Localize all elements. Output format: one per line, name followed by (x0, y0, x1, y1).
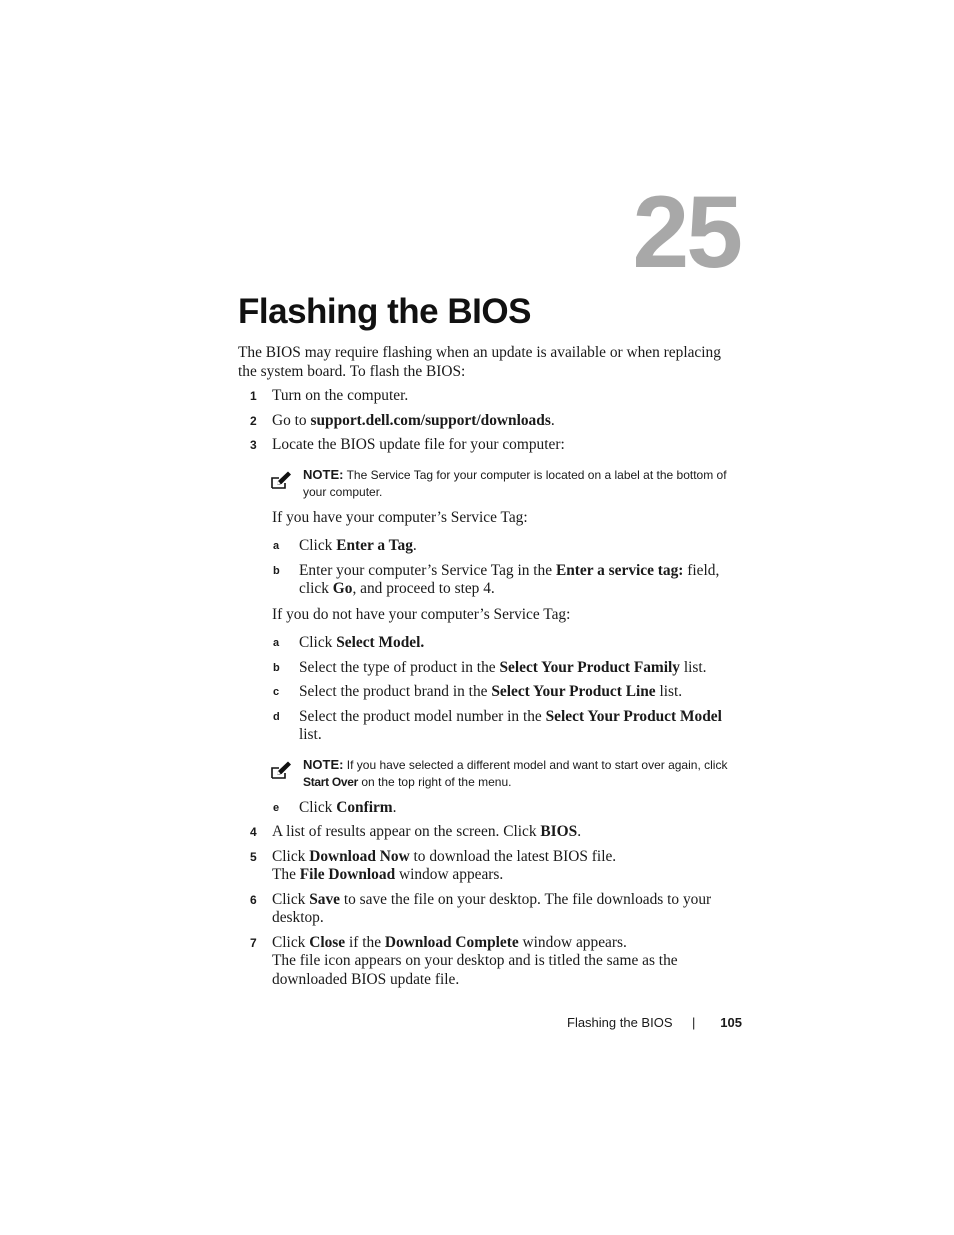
substep-text-end: list. (299, 726, 322, 743)
step-text-line2-end: window appears. (395, 866, 504, 883)
note-service-tag (270, 466, 738, 501)
substep-text: Select the type of product in the (299, 658, 500, 676)
step-number: 7 (250, 935, 257, 950)
step-number: 4 (250, 825, 257, 839)
pencil-note-icon (270, 470, 292, 492)
step-number: 3 (250, 438, 257, 452)
ui-term: Start Over (303, 774, 359, 789)
substep-text-mid: field, click (299, 561, 720, 597)
ui-term: Enter a Tag (336, 537, 413, 554)
without-tag-substeps (238, 634, 738, 745)
step-text-end: window appears. (518, 933, 627, 951)
step-number: 1 (250, 389, 257, 403)
chapter-number: 25 (632, 175, 740, 289)
step-4 (238, 823, 738, 842)
substep-text-end: list. (655, 683, 683, 700)
step-text-end: . (550, 411, 555, 429)
ui-term: BIOS (540, 823, 578, 840)
ui-term: Enter a service tag: (555, 561, 684, 579)
support-url: support.dell.com/support/downloads (310, 411, 551, 429)
ui-term: Download Now (309, 847, 410, 865)
ui-term: Go (332, 580, 353, 597)
page-title: Flashing the BIOS (238, 292, 531, 331)
step-text: Click (272, 847, 310, 865)
step-text: Locate the BIOS update file for your computer: (272, 436, 565, 453)
step-text: Click (272, 933, 310, 951)
step-number: 5 (250, 849, 257, 864)
note-label: NOTE: (303, 466, 344, 482)
substep-letter: a (273, 637, 280, 649)
ui-term: Select Your Product Line (491, 683, 656, 700)
note-label: NOTE: (303, 756, 344, 772)
note-text-end: on the top right of the menu. (358, 774, 512, 789)
substep-a (238, 634, 738, 653)
ui-term: Download Complete (384, 933, 519, 951)
substep-text: Click (299, 634, 337, 651)
page-footer (540, 1015, 742, 1035)
step-6 (238, 891, 738, 928)
note-text: If you have selected a different model and want to start over again, click (343, 757, 728, 772)
substep-text: Click (299, 537, 337, 554)
with-tag-substeps (238, 537, 738, 599)
substep-text-end: . (412, 537, 417, 554)
substep-a (238, 537, 738, 556)
content (238, 344, 738, 989)
step-text: A list of results appear on the screen. Click (272, 823, 541, 840)
with-tag-paragraph: If you have your computer’s Service Tag: (272, 508, 528, 526)
note-text: The Service Tag for your computer is located on a label at the bottom of your computer. (303, 467, 727, 499)
substep-text-end: list. (679, 658, 707, 676)
ui-term: Select Your Product Family (499, 658, 680, 676)
step-5 (238, 848, 738, 885)
pencil-note-icon (270, 760, 292, 782)
step-number: 2 (250, 413, 257, 428)
step-text-line2: The (272, 866, 300, 883)
step-text: Go to (272, 411, 311, 429)
step-3 (238, 436, 738, 455)
step-2 (238, 412, 738, 431)
ui-term: Save (309, 890, 340, 908)
ui-term: Confirm (336, 798, 393, 816)
substep-text: Select the product brand in the (299, 683, 492, 700)
substep-d (238, 708, 738, 745)
substep-letter: b (273, 564, 280, 577)
step-text-end: to download the latest BIOS file. (409, 847, 617, 865)
ui-term: File Download (299, 866, 396, 883)
substep-text-end: , and proceed to step 4. (352, 580, 495, 597)
substep-b (238, 562, 738, 599)
ui-term: Close (309, 933, 346, 951)
substep-text: Enter your computer’s Service Tag in the (299, 561, 556, 579)
substep-text: Select the product model number in the (299, 707, 546, 725)
substep-b (238, 659, 738, 678)
substep-e (238, 799, 738, 818)
step-text: Turn on the computer. (272, 387, 409, 404)
substep-letter: b (273, 661, 280, 674)
ui-term: Select Model. (336, 634, 425, 651)
step-text-end: . (577, 823, 582, 840)
footer-separator: | (692, 1015, 696, 1030)
step-text: Click (272, 890, 310, 908)
substep-letter: c (273, 686, 280, 698)
intro-paragraph: The BIOS may require flashing when an update is available or when replacing the system board. To flash the BIOS: (238, 344, 721, 380)
substep-letter: d (273, 710, 280, 723)
step-text-end: to save the file on your desktop. The file downloads to your desktop. (272, 890, 712, 926)
step-1 (238, 387, 738, 406)
step-number: 6 (250, 892, 257, 907)
substep-text-end: . (392, 798, 397, 816)
page-number: 105 (720, 1015, 742, 1030)
substep-c (238, 683, 738, 702)
without-tag-paragraph: If you do not have your computer’s Service Tag: (272, 605, 571, 623)
note-start-over (270, 756, 738, 791)
substep-text: Click (299, 798, 337, 816)
ui-term: Select Your Product Model (545, 707, 722, 725)
substep-letter: e (273, 801, 280, 814)
step-text-line2: The file icon appears on your desktop and is titled the same as the downloaded BIOS update file. (272, 952, 678, 988)
step-7 (238, 934, 738, 990)
footer-section-title: Flashing the BIOS (567, 1015, 673, 1030)
step-text-mid: if the (345, 933, 385, 951)
substep-letter: a (273, 540, 280, 552)
